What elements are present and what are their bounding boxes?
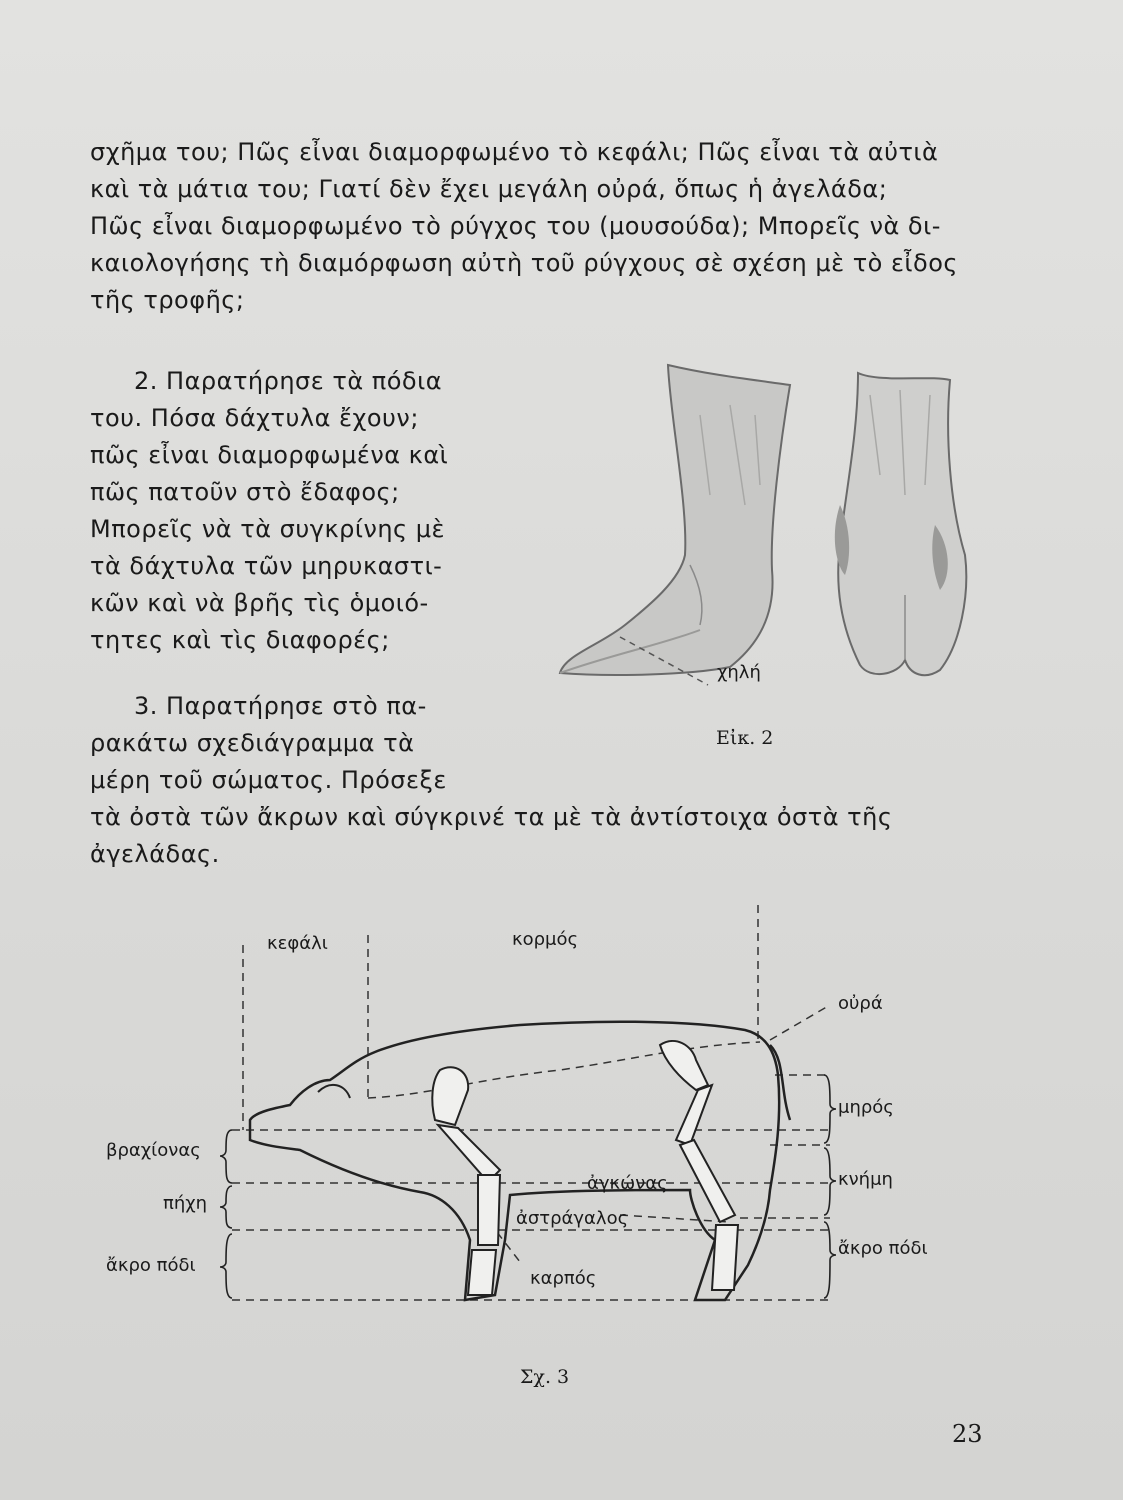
q2-line: πῶς εἶναι διαμορφωμένα καὶ (90, 441, 449, 469)
label-tail: οὐρά (838, 993, 883, 1014)
hoof-label: χηλή (717, 662, 761, 683)
figure-3-caption: Σχ. 3 (520, 1366, 570, 1388)
label-humerus: βραχίονας (106, 1140, 201, 1161)
label-elbow: ἀγκώνας (587, 1173, 668, 1194)
intro-line: καὶ τὰ μάτια του; Γιατί δὲν ἔχει μεγάλη οὐρά, ὅπως ἡ ἀγελάδα; (90, 175, 888, 203)
page-number: 23 (952, 1420, 983, 1448)
q2-line: Μπορεῖς νὰ τὰ συγκρίνης μὲ (90, 515, 446, 543)
intro-line: σχῆμα του; Πῶς εἶναι διαμορφωμένο τὸ κεφάλι; Πῶς εἶναι τὰ αὐτιὰ (90, 138, 939, 166)
q2-line: τὰ δάχτυλα τῶν μηρυκαστι- (90, 552, 443, 580)
q3-line: ἀγελάδας. (90, 840, 220, 868)
label-front-foot: ἄκρο πόδι (106, 1255, 196, 1276)
q3-line: ρακάτω σχεδιάγραμμα τὰ (90, 729, 415, 757)
q2-line: πῶς πατοῦν στὸ ἔδαφος; (90, 478, 400, 506)
label-thigh: μηρός (838, 1097, 894, 1118)
q2-line: του. Πόσα δάχτυλα ἔχουν; (90, 404, 419, 432)
q2-line: κῶν καὶ νὰ βρῆς τὶς ὁμοιό- (90, 589, 429, 617)
label-wrist: καρπός (530, 1268, 597, 1289)
q2-line: 2. Παρατήρησε τὰ πόδια (134, 367, 443, 395)
figure-2-caption: Εἰκ. 2 (716, 727, 774, 749)
label-trunk: κορμός (512, 929, 579, 950)
q2-line: τητες καὶ τὶς διαφορές; (90, 626, 390, 654)
label-forearm: πήχη (163, 1193, 208, 1214)
intro-line: Πῶς εἶναι διαμορφωμένο τὸ ρύγχος του (μουσούδα); Μπορεῖς νὰ δι- (90, 212, 941, 240)
intro-line: τῆς τροφῆς; (90, 286, 245, 314)
label-talus: ἀστράγαλος (516, 1208, 629, 1229)
q3-line: τὰ ὀστὰ τῶν ἄκρων καὶ σύγκρινέ τα μὲ τὰ ἀντίστοιχα ὀστὰ τῆς (90, 803, 893, 831)
q3-line: 3. Παρατήρησε στὸ πα- (134, 692, 427, 720)
label-shin: κνήμη (838, 1169, 893, 1190)
label-hind-foot: ἄκρο πόδι (838, 1238, 928, 1259)
q3-line: μέρη τοῦ σώματος. Πρόσεξε (90, 766, 447, 794)
intro-line: καιολογήσης τὴ διαμόρφωση αὐτὴ τοῦ ρύγχους σὲ σχέση μὲ τὸ εἶδος (90, 249, 958, 277)
label-head: κεφάλι (267, 933, 328, 954)
